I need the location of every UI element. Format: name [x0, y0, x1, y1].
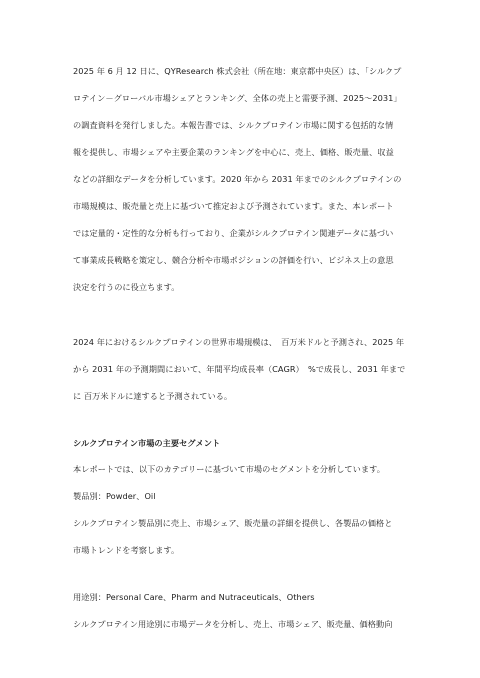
intro-line: 報を提供し、市場シェアや主要企業のランキングを中心に、売上、価格、販売量、収益 — [73, 147, 394, 157]
product-label: 製品別：Powder、Oil — [73, 491, 156, 501]
application-label: 用途別：Personal Care、Pharm and Nutraceuticals、Others — [73, 592, 315, 602]
intro-line: 2025 年 6 月 12 日に、QYResearch 株式会社（所在地：東京都中央区）は、「シルクプ — [73, 66, 402, 76]
intro-line: ロテイン－グローバル市場シェアとランキング、全体の売上と需要予測、2025～2031」 — [73, 93, 402, 103]
market-size-line: 2024 年におけるシルクプロテインの世界市場規模は、 百万米ドルと予測され、2025 年 — [73, 337, 405, 347]
market-size-line: に 百万米ドルに達すると予測されている。 — [73, 391, 233, 401]
intro-line: などの詳細なデータを分析しています。2020 年から 2031 年までのシルクプロテインの — [73, 174, 402, 184]
intro-line: 市場規模は、販売量と売上に基づいて推定および予測されています。また、本レポート — [73, 201, 394, 211]
segment-intro: 本レポートでは、以下のカテゴリーに基づいて市場のセグメントを分析しています。 — [73, 464, 385, 474]
segment-heading: シルクプロテイン市場の主要セグメント — [73, 438, 221, 448]
intro-line: の調査資料を発行しました。本報告書では、シルクプロテイン市場に関する包括的な情 — [73, 120, 394, 130]
application-desc-line: シルクプロテイン用途別に市場データを分析し、売上、市場シェア、販売量、価格動向 — [73, 619, 393, 629]
product-desc-line: シルクプロテイン製品別に売上、市場シェア、販売量の詳細を提供し、各製品の価格と — [73, 518, 393, 528]
intro-line: て事業成長戦略を策定し、競合分析や市場ポジションの評価を行い、ビジネス上の意思 — [73, 255, 394, 265]
market-size-line: から 2031 年の予測期間において、年間平均成長率（CAGR） %で成長し、2031 年まで — [73, 364, 406, 374]
intro-line: では定量的・定性的な分析も行っており、企業がシルクプロテイン関連データに基づい — [73, 228, 394, 238]
intro-line: 決定を行うのに役立ちます。 — [73, 282, 180, 292]
product-desc-line: 市場トレンドを考察します。 — [73, 545, 180, 555]
